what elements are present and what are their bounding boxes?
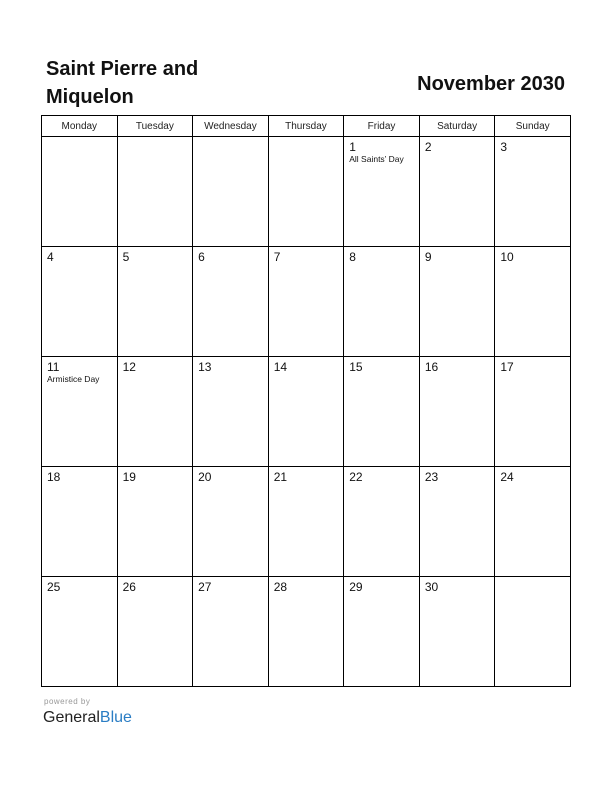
- day-number: 7: [273, 250, 281, 264]
- generalblue-logo: [43, 708, 132, 728]
- weekday-header: Monday: [42, 116, 118, 137]
- day-number: 28: [273, 580, 288, 594]
- day-cell: [495, 357, 571, 467]
- day-number: 15: [349, 360, 363, 374]
- powered-by-text: powered by: [44, 697, 91, 706]
- day-cell: [42, 467, 118, 577]
- day-number: 20: [198, 470, 212, 484]
- day-cell: [344, 577, 420, 687]
- day-cell: [42, 137, 118, 247]
- day-cell: [193, 247, 269, 357]
- week-row: [42, 357, 571, 467]
- day-number: 27: [198, 580, 212, 594]
- day-number: 1: [349, 140, 356, 154]
- day-number: 6: [198, 250, 205, 264]
- day-number: 18: [47, 470, 61, 484]
- calendar-grid: [41, 115, 571, 687]
- weekday-header: Thursday: [268, 116, 344, 137]
- day-cell: [268, 247, 344, 357]
- day-cell: [495, 137, 571, 247]
- day-cell: [193, 577, 269, 687]
- week-row: [42, 137, 571, 247]
- day-number: 21: [273, 470, 288, 484]
- holiday-label: Armistice Day: [47, 374, 100, 384]
- day-cell: [193, 357, 269, 467]
- month-title: November 2030: [417, 73, 565, 95]
- day-number: [269, 137, 344, 140]
- weekday-header-row: [42, 116, 571, 137]
- day-cell: [268, 137, 344, 247]
- weekday-header: Tuesday: [117, 116, 193, 137]
- day-number: [495, 577, 570, 580]
- day-cell: [117, 357, 193, 467]
- day-number: 8: [349, 250, 356, 264]
- day-cell: [117, 137, 193, 247]
- day-cell: [344, 247, 420, 357]
- day-number: 16: [424, 360, 439, 374]
- day-cell: [419, 247, 495, 357]
- weekday-header: Saturday: [419, 116, 495, 137]
- day-number: [193, 137, 268, 140]
- day-cell: [117, 247, 193, 357]
- day-cell: [495, 577, 571, 687]
- day-cell: [344, 357, 420, 467]
- day-cell: [344, 137, 420, 247]
- holiday-label: All Saints’ Day: [349, 154, 404, 164]
- day-number: 2: [424, 140, 432, 154]
- day-cell: [42, 247, 118, 357]
- day-number: 17: [500, 360, 514, 374]
- day-number: 4: [47, 250, 54, 264]
- day-cell: [495, 247, 571, 357]
- day-number: 30: [424, 580, 439, 594]
- weekday-header: Friday: [344, 116, 420, 137]
- brand-general-text: General: [43, 709, 100, 726]
- day-cell: [419, 357, 495, 467]
- day-cell: [193, 467, 269, 577]
- region-title: Saint Pierre and Miquelon: [46, 58, 199, 108]
- day-number: 3: [500, 140, 508, 154]
- day-cell: [117, 577, 193, 687]
- day-number: 29: [349, 580, 363, 594]
- day-cell: [42, 577, 118, 687]
- day-number: 23: [424, 470, 439, 484]
- day-number: 12: [122, 360, 136, 374]
- day-number: 25: [47, 580, 61, 594]
- day-cell: [268, 357, 344, 467]
- week-row: [42, 467, 571, 577]
- day-number: 24: [500, 470, 514, 484]
- day-number: 22: [349, 470, 363, 484]
- day-number: [118, 137, 193, 140]
- day-cell: [419, 467, 495, 577]
- day-number: 5: [122, 250, 130, 264]
- day-number: 14: [273, 360, 288, 374]
- week-row: [42, 577, 571, 687]
- day-number: 19: [122, 470, 136, 484]
- day-number: 13: [198, 360, 212, 374]
- day-cell: [268, 577, 344, 687]
- day-number: [42, 137, 117, 140]
- day-cell: [419, 577, 495, 687]
- day-cell: [117, 467, 193, 577]
- day-cell: [193, 137, 269, 247]
- weekday-header: Sunday: [495, 116, 571, 137]
- day-number: 9: [424, 250, 432, 264]
- weekday-header: Wednesday: [193, 116, 269, 137]
- day-cell: [419, 137, 495, 247]
- footer-branding: [43, 697, 132, 728]
- day-number: 11: [47, 360, 60, 374]
- week-row: [42, 247, 571, 357]
- day-cell: [495, 467, 571, 577]
- day-cell: [268, 467, 344, 577]
- day-cell: [344, 467, 420, 577]
- day-number: 10: [500, 250, 514, 264]
- brand-blue-text: Blue: [99, 709, 132, 726]
- day-cell: [42, 357, 118, 467]
- day-number: 26: [122, 580, 136, 594]
